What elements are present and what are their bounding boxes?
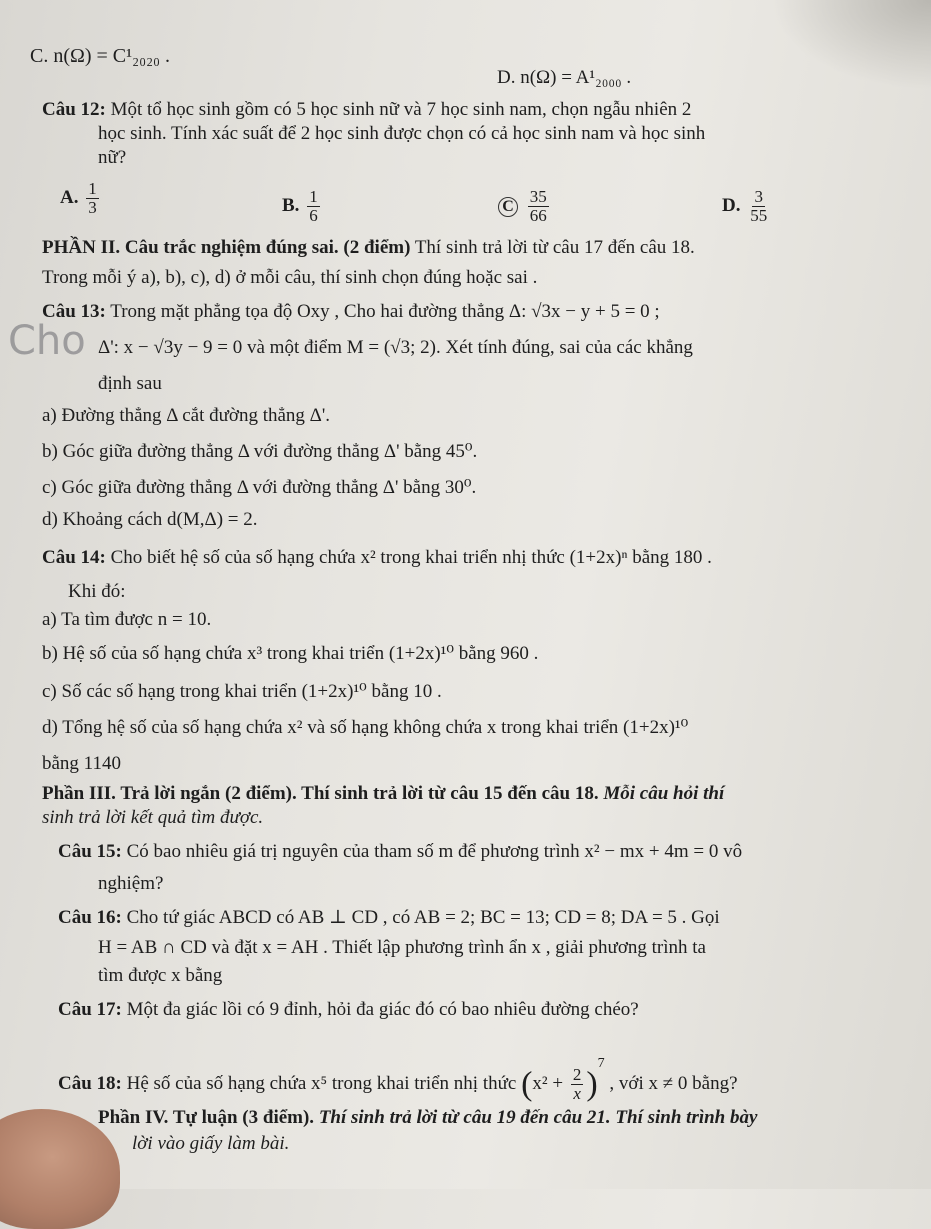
q13-item-b: b) Góc giữa đường thẳng Δ với đường thẳng Δ' bằng 45⁰. (42, 441, 478, 462)
option-key: B. (282, 195, 300, 216)
q13-text1: Trong mặt phẳng tọa độ Oxy , Cho hai đường thẳng Δ: √3x − y + 5 = 0 ; (110, 301, 660, 322)
q14-label: Câu 14: (42, 547, 106, 568)
q13-line1 (42, 300, 660, 324)
q18-text: Hệ số của số hạng chứa x⁵ trong khai triển nhị thức (126, 1073, 517, 1094)
denominator: x (573, 1084, 581, 1104)
q14-line1 (42, 546, 712, 570)
fraction (571, 1066, 584, 1103)
fraction (86, 180, 99, 217)
q16-label: Câu 16: (58, 907, 122, 928)
q18-text-post: , với x ≠ 0 bằng? (609, 1073, 738, 1094)
q14-line2: Khi đó: (68, 581, 126, 602)
denominator: 3 (88, 198, 97, 218)
numerator: 2 (572, 1065, 582, 1085)
numerator: 1 (88, 179, 97, 199)
part4-heading-italic: Thí sinh trả lời từ câu 19 đến câu 21. Thí sinh trình bày (314, 1107, 758, 1128)
q13-label: Câu 13: (42, 301, 106, 322)
part3-line2: sinh trả lời kết quả tìm được. (42, 807, 264, 828)
q12-option-d (722, 184, 772, 228)
q12-line1 (42, 98, 691, 122)
handwriting-scribble: Cho (8, 318, 86, 364)
q16-line3: tìm được x bằng (98, 965, 223, 986)
close-paren: ) (586, 1065, 598, 1103)
numerator: 3 (754, 187, 763, 207)
q14-item-d: d) Tổng hệ số của số hạng chứa x² và số hạng không chứa x trong khai triển (1+2x)¹⁰ (42, 717, 689, 738)
q12-option-c (498, 184, 552, 228)
q14-item-a: a) Ta tìm được n = 10. (42, 609, 212, 630)
q17-line1 (58, 998, 639, 1022)
q12-option-a (60, 176, 102, 220)
q15-label: Câu 15: (58, 841, 122, 862)
q16-line1 (58, 906, 720, 930)
part4-title (98, 1106, 757, 1130)
q18-line1 (58, 1040, 738, 1104)
q12-label: Câu 12: (42, 99, 106, 120)
q15-text1: Có bao nhiêu giá trị nguyên của tham số m để phương trình x² − mx + 4m = 0 vô (126, 841, 743, 862)
q17-label: Câu 17: (58, 999, 122, 1020)
q13-item-d: d) Khoảng cách d(M,Δ) = 2. (42, 509, 258, 530)
q13-line2: Δ': x − √3y − 9 = 0 và một điểm M = (√3; 2). Xét tính đúng, sai của các khẳng (98, 337, 693, 358)
q13-item-a: a) Đường thẳng Δ cắt đường thẳng Δ'. (42, 405, 331, 426)
q14-item-b: b) Hệ số của số hạng chứa x³ trong khai triển (1+2x)¹⁰ bằng 960 . (42, 643, 539, 664)
q18-label: Câu 18: (58, 1073, 122, 1094)
part2-heading: PHẦN II. Câu trắc nghiệm đúng sai. (2 điểm) (42, 237, 411, 258)
q12-line2: học sinh. Tính xác suất để 2 học sinh được chọn có cả học sinh nam và học sinh (98, 123, 706, 144)
q12-line3: nữ? (98, 147, 127, 168)
denominator: 55 (750, 206, 768, 226)
numerator: 35 (529, 187, 547, 207)
part3-title (42, 782, 724, 806)
part2-heading-rest: Thí sinh trả lời từ câu 17 đến câu 18. (410, 237, 695, 258)
part2-title (42, 236, 695, 260)
prev-option-d: D. n(Ω) = A¹₂₀₀₀ . (497, 67, 632, 88)
open-paren: ( (521, 1065, 533, 1103)
q16-line2: H = AB ∩ CD và đặt x = AH . Thiết lập phương trình ẩn x , giải phương trình ta (98, 937, 706, 958)
denominator: 66 (529, 206, 547, 226)
q13-line3: định sau (98, 373, 162, 394)
q14-item-c: c) Số các số hạng trong khai triển (1+2x)¹⁰ bằng 10 . (42, 681, 442, 702)
q13-item-c: c) Góc giữa đường thẳng Δ với đường thẳng Δ' bằng 30⁰. (42, 477, 477, 498)
option-key: A. (60, 187, 79, 208)
option-key: D. (722, 195, 741, 216)
paper-shadow (771, 0, 931, 90)
q12-text1: Một tổ học sinh gồm có 5 học sinh nữ và 7 học sinh nam, chọn ngẫu nhiên 2 (110, 99, 692, 120)
exponent: 7 (597, 1056, 605, 1071)
q14-text1: Cho biết hệ số của số hạng chứa x² trong khai triển nhị thức (1+2x)ⁿ bằng 180 . (110, 547, 712, 568)
part3-heading-italic: Mỗi câu hỏi thí (598, 783, 725, 804)
q15-line2: nghiệm? (98, 873, 164, 894)
option-key-circled: C (498, 197, 518, 217)
q17-text1: Một đa giác lồi có 9 đỉnh, hỏi đa giác đó có bao nhiêu đường chéo? (126, 999, 639, 1020)
fraction (528, 188, 549, 225)
numerator: 1 (309, 187, 318, 207)
fraction (307, 188, 320, 225)
q14-item-d-cont: bằng 1140 (42, 753, 121, 774)
part4-line2: lời vào giấy làm bài. (132, 1133, 290, 1154)
q18-expr: x² + (532, 1073, 568, 1094)
fraction (748, 188, 769, 225)
part3-heading: Phần III. Trả lời ngắn (2 điểm). Thí sinh trả lời từ câu 15 đến câu 18. (42, 783, 599, 804)
denominator: 6 (309, 206, 318, 226)
part4-heading: Phần IV. Tự luận (3 điểm). (98, 1107, 315, 1128)
part2-line2: Trong mỗi ý a), b), c), d) ở mỗi câu, thí sinh chọn đúng hoặc sai . (42, 267, 538, 288)
prev-option-c: C. n(Ω) = C¹₂₀₂₀ . (30, 45, 171, 67)
q16-text1: Cho tứ giác ABCD có AB ⊥ CD , có AB = 2; BC = 13; CD = 8; DA = 5 . Gọi (126, 907, 720, 928)
q12-option-b (282, 184, 323, 228)
q15-line1 (58, 840, 742, 864)
